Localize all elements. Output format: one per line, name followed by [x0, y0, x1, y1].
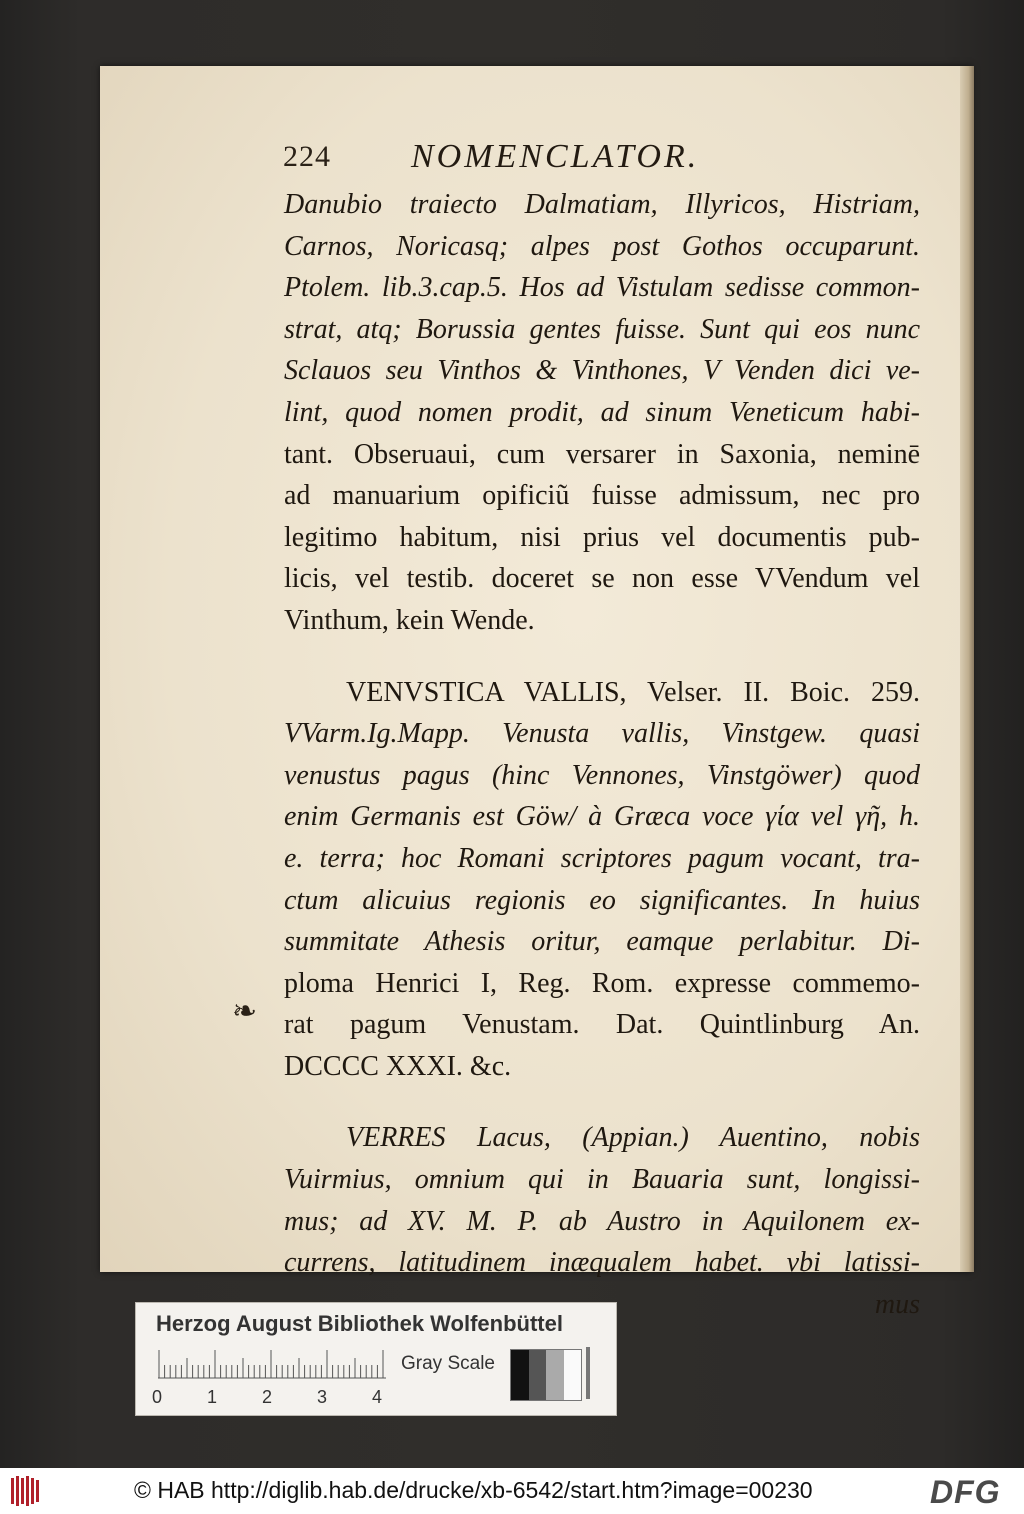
text-line: enim Germanis est Göw/ à Græca voce γία vel γῆ, h. — [284, 801, 920, 833]
marginal-flower-mark: ❧ — [232, 995, 258, 1028]
page-edge — [960, 66, 974, 1272]
text-line: currens, latitudinem inæqualem habet. vbi latissi- — [284, 1247, 920, 1279]
text-line: Sclauos seu Vinthos & Vinthones, V Venden dici ve- — [284, 355, 920, 387]
hab-logo-icon — [10, 1474, 40, 1508]
text-line: summitate Athesis oritur, eamque perlabitur. Di- — [284, 926, 920, 958]
library-name: Herzog August Bibliothek Wolfenbüttel — [156, 1311, 563, 1336]
text-line: legitimo habitum, nisi prius vel documentis pub- — [284, 521, 920, 553]
text-line: mus; ad XV. M. P. ab Austro in Aquilonem ex- — [284, 1205, 920, 1237]
entry-heading-line: VERRES Lacus, (Appian.) Auentino, nobis — [346, 1122, 920, 1154]
text-line: Carnos, Noricasq; alpes post Gothos occuparunt. — [284, 230, 920, 262]
ruler-label: 3 — [317, 1387, 328, 1407]
ruler — [158, 1349, 386, 1379]
text-line: ad manuarium opificiũ fuisse admissum, nec pro — [284, 480, 920, 512]
gray-scale-swatches — [510, 1349, 582, 1401]
page-number: 224 — [283, 140, 331, 173]
copyright-url[interactable]: © HAB http://diglib.hab.de/drucke/xb-6542/start.htm?image=00230 — [134, 1477, 813, 1503]
text-block — [284, 184, 920, 1325]
text-line: strat, atq; Borussia gentes fuisse. Sunt qui eos nunc — [284, 313, 920, 345]
header-title: NOMENCLATOR. — [411, 138, 700, 175]
calibration-strip — [135, 1302, 617, 1416]
ruler-label: 0 — [152, 1387, 163, 1407]
text-line: ctum alicuius regionis eo significantes. In huius — [284, 884, 920, 916]
running-head — [283, 138, 803, 184]
text-line: Ptolem. lib.3.cap.5. Hos ad Vistulam sedisse common- — [284, 272, 920, 304]
text-line: venustus pagus (hinc Vennones, Vinstgöwer) quod — [284, 759, 920, 791]
text-line: lint, quod nomen prodit, ad sinum Veneticum habi- — [284, 396, 920, 428]
catchword: mus — [874, 1288, 920, 1320]
text-line: e. terra; hoc Romani scriptores pagum vocant, tra- — [284, 842, 920, 874]
text-line: licis, vel testib. doceret se non esse VVendum vel — [284, 563, 920, 595]
text-line: tant. Obseruaui, cum versarer in Saxonia, neminē — [284, 438, 920, 470]
text-line: ploma Henrici I, Reg. Rom. expresse commemo- — [284, 967, 920, 999]
text-line: DCCCC XXXI. &c. — [284, 1050, 512, 1082]
text-line: Vinthum, kein Wende. — [284, 604, 535, 636]
footer-bar — [0, 1468, 1024, 1514]
dfg-logo: DFG — [930, 1474, 1001, 1510]
paragraph-venustica-vallis — [284, 672, 920, 1088]
paragraph-verres-lacus — [284, 1117, 920, 1325]
text-line: Danubio traiecto Dalmatiam, Illyricos, Histriam, — [284, 189, 920, 220]
ruler-label: 4 — [372, 1387, 383, 1407]
text-line: rat pagum Venustam. Dat. Quintlinburg An. — [284, 1009, 920, 1041]
ruler-label: 1 — [207, 1387, 218, 1407]
gray-scale-label: Gray Scale — [401, 1353, 495, 1374]
paragraph-danubio — [284, 184, 920, 642]
calibration-bar — [586, 1347, 590, 1399]
ruler-label: 2 — [262, 1387, 273, 1407]
entry-heading-line: VENVSTICA VALLIS, Velser. II. Boic. 259. — [346, 676, 920, 708]
text-line: Vuirmius, omnium qui in Bauaria sunt, longissi- — [284, 1164, 920, 1196]
ruler-labels — [152, 1387, 412, 1409]
text-line: VVarm.Ig.Mapp. Venusta vallis, Vinstgew. quasi — [284, 718, 920, 750]
